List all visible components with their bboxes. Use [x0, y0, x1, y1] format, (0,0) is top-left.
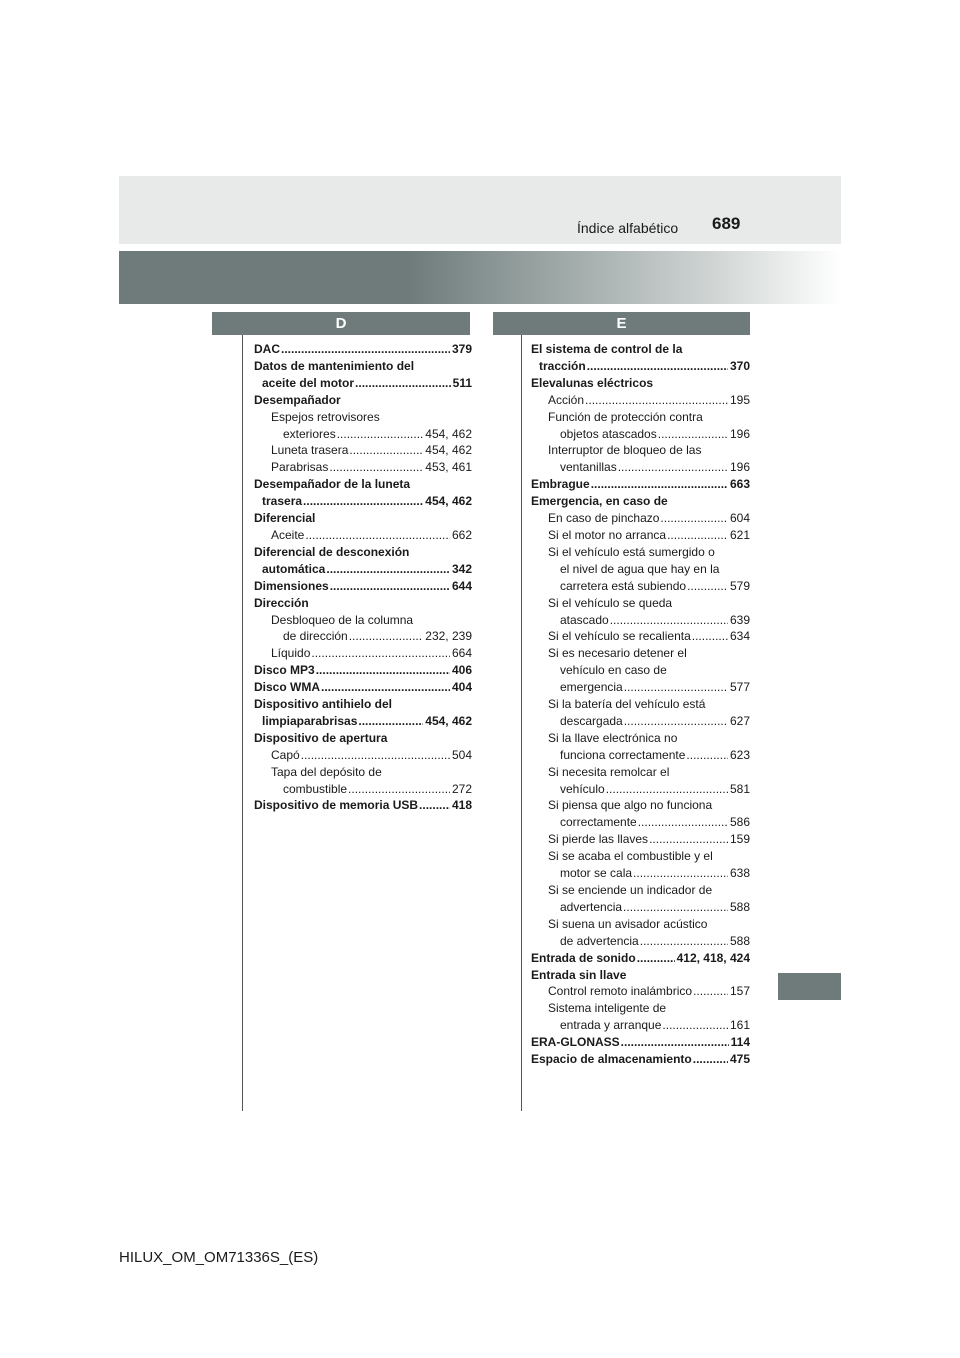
index-term: emergencia — [560, 680, 623, 695]
index-term: Tapa del depósito de — [271, 764, 382, 779]
section-title: Índice alfabético — [577, 220, 679, 236]
index-term: trasera — [262, 494, 303, 509]
index-term: Desbloqueo de la columna — [271, 612, 414, 627]
index-entry — [531, 1034, 750, 1051]
index-term: Disco WMA — [254, 680, 320, 695]
index-entry — [254, 662, 472, 679]
index-entry — [254, 341, 472, 358]
dot-leader — [633, 865, 728, 882]
index-entry — [254, 527, 472, 544]
index-term: Si el motor no arranca — [548, 527, 667, 542]
index-term: Si el vehículo está sumergido o — [548, 544, 715, 559]
dot-leader — [618, 459, 728, 476]
index-entry — [254, 375, 472, 392]
index-entry — [531, 679, 750, 696]
index-entry — [254, 747, 472, 764]
index-term: carretera está subiendo — [560, 578, 687, 593]
dot-leader — [660, 510, 728, 527]
index-term: Si es necesario detener el — [548, 646, 687, 661]
index-term: Espacio de almacenamiento — [531, 1052, 692, 1067]
index-term: Dirección — [254, 595, 309, 610]
dot-leader — [658, 426, 728, 443]
dot-leader — [326, 561, 450, 578]
index-term: motor se cala — [560, 866, 633, 881]
index-entry — [531, 848, 750, 865]
page-reference[interactable]: 621 — [729, 527, 750, 542]
page-reference[interactable]: 475 — [729, 1052, 750, 1067]
index-term: Si se acaba el combustible y el — [548, 849, 713, 864]
index-term: DAC — [254, 342, 280, 356]
index-entry — [254, 476, 472, 493]
index-term: Disco MP3 — [254, 663, 315, 678]
index-entry — [254, 426, 472, 443]
page-reference[interactable]: 581 — [729, 781, 750, 796]
dot-leader — [687, 578, 728, 595]
index-term: aceite del motor — [262, 375, 355, 390]
page-reference[interactable]: 639 — [729, 612, 750, 627]
page-reference[interactable]: 454, 462 — [425, 713, 472, 728]
index-entry — [254, 578, 472, 595]
index-entry — [531, 442, 750, 459]
index-term: objetos atascados — [560, 426, 657, 441]
dot-leader — [693, 983, 728, 1000]
dot-leader — [610, 612, 728, 629]
index-entry — [531, 628, 750, 645]
index-entry — [531, 933, 750, 950]
index-entry — [531, 341, 750, 358]
index-entry — [531, 882, 750, 899]
thumb-index-tab — [778, 973, 841, 1000]
index-entry — [531, 696, 750, 713]
page-reference[interactable]: 604 — [729, 511, 750, 526]
page-reference[interactable]: 379 — [451, 342, 472, 356]
page-reference[interactable]: 404 — [451, 680, 472, 695]
dot-leader — [662, 1017, 728, 1034]
index-term: tracción — [539, 358, 586, 373]
index-term: Si la batería del vehículo está — [548, 697, 706, 712]
index-term: entrada y arranque — [560, 1018, 662, 1033]
index-entry — [254, 781, 472, 798]
index-term: descargada — [560, 713, 623, 728]
index-entry — [531, 814, 750, 831]
index-term: Dispositivo antihielo del — [254, 697, 393, 712]
page-reference[interactable]: 114 — [730, 1035, 750, 1050]
dot-leader — [591, 476, 728, 493]
index-entry — [531, 595, 750, 612]
gradient-banner — [119, 251, 841, 304]
index-term: Función de protección contra — [548, 409, 703, 424]
index-term: Si pierde las llaves — [548, 832, 649, 847]
index-term: Si piensa que algo no funciona — [548, 798, 713, 813]
dot-leader — [281, 341, 450, 358]
index-term: Espejos retrovisores — [271, 409, 380, 424]
page-reference[interactable]: 577 — [729, 680, 750, 695]
page-reference[interactable]: 454, 462 — [425, 426, 472, 441]
index-term: limpiaparabrisas — [262, 713, 358, 728]
page-reference[interactable]: 161 — [729, 1018, 750, 1033]
index-term: Capó — [271, 747, 300, 762]
index-entry — [531, 950, 750, 967]
page-reference[interactable]: 627 — [729, 713, 750, 728]
index-entry — [531, 1000, 750, 1017]
column-divider-e — [521, 335, 522, 1111]
page-reference[interactable]: 418 — [451, 798, 472, 813]
dot-leader — [587, 358, 728, 375]
page-number: 689 — [712, 214, 741, 233]
index-term: Si necesita remolcar el — [548, 764, 670, 779]
dot-leader — [330, 578, 450, 595]
index-entry — [531, 375, 750, 392]
dot-leader — [693, 1051, 728, 1068]
page-reference[interactable]: 195 — [729, 392, 750, 407]
page-reference[interactable]: 588 — [729, 899, 750, 914]
dot-leader — [585, 392, 728, 409]
index-entry — [531, 358, 750, 375]
page-reference[interactable]: 232, 239 — [425, 629, 472, 644]
dot-leader — [686, 747, 728, 764]
index-term: atascado — [560, 612, 609, 627]
dot-leader — [349, 628, 424, 645]
index-term: Datos de mantenimiento del — [254, 358, 415, 373]
page-reference[interactable]: 664 — [451, 646, 472, 661]
index-entry — [531, 476, 750, 493]
index-term: Diferencial — [254, 511, 316, 526]
column-divider-d — [242, 335, 243, 1111]
page-reference[interactable]: 662 — [451, 527, 472, 542]
index-term: ERA-GLONASS — [531, 1035, 620, 1050]
index-entry — [531, 713, 750, 730]
dot-leader — [358, 713, 423, 730]
index-term: Dispositivo de memoria USB — [254, 798, 419, 813]
index-term: Desempañador de la luneta — [254, 477, 411, 492]
index-term: Parabrisas — [271, 460, 329, 475]
index-entry — [254, 561, 472, 578]
index-term: funciona correctamente — [560, 747, 686, 762]
index-term: vehículo — [560, 781, 605, 796]
index-term: Desempañador — [254, 392, 341, 407]
index-entry — [254, 544, 472, 561]
index-entry — [531, 916, 750, 933]
dot-leader — [348, 781, 450, 798]
index-term: El sistema de control de la — [531, 342, 683, 356]
index-entry — [254, 392, 472, 409]
page-reference[interactable]: 586 — [729, 815, 750, 830]
dot-leader — [624, 679, 728, 696]
dot-leader — [637, 950, 675, 967]
index-term: Elevalunas eléctricos — [531, 375, 654, 390]
index-term: Sistema inteligente de — [548, 1001, 667, 1016]
dot-leader — [667, 527, 728, 544]
page-reference[interactable]: 342 — [451, 561, 472, 576]
dot-leader — [419, 797, 450, 814]
index-term: Diferencial de desconexión — [254, 544, 410, 559]
dot-leader — [337, 426, 424, 443]
dot-leader — [303, 493, 423, 510]
index-term: Emergencia, en caso de — [531, 494, 668, 509]
dot-leader — [301, 747, 450, 764]
index-term: el nivel de agua que hay en la — [560, 561, 720, 576]
index-entry — [531, 1051, 750, 1068]
dot-leader — [316, 662, 450, 679]
index-term: Dispositivo de apertura — [254, 730, 388, 745]
index-entry — [531, 730, 750, 747]
index-entry — [531, 493, 750, 510]
index-entry — [254, 612, 472, 629]
index-entry — [531, 865, 750, 882]
index-column-d — [254, 341, 472, 814]
letter-tab-e: E — [493, 312, 750, 335]
index-entry — [531, 1017, 750, 1034]
dot-leader — [623, 899, 728, 916]
index-term: exteriores — [283, 426, 336, 441]
page-reference[interactable]: 588 — [729, 933, 750, 948]
index-term: Si la llave electrónica no — [548, 730, 678, 745]
index-entry — [531, 967, 750, 984]
page-reference[interactable]: 272 — [451, 781, 472, 796]
dot-leader — [606, 781, 728, 798]
index-entry — [531, 612, 750, 629]
index-entry — [531, 459, 750, 476]
page-reference[interactable]: 638 — [729, 866, 750, 881]
index-term: automática — [262, 561, 326, 576]
index-term: combustible — [283, 781, 348, 796]
index-entry — [254, 442, 472, 459]
index-entry — [531, 797, 750, 814]
page-reference[interactable]: 663 — [729, 477, 750, 492]
index-term: Luneta trasera — [271, 443, 349, 458]
index-entry — [254, 510, 472, 527]
page-reference[interactable]: 623 — [729, 747, 750, 762]
index-term: correctamente — [560, 815, 637, 830]
dot-leader — [329, 459, 423, 476]
index-entry — [254, 493, 472, 510]
index-term: Si suena un avisador acústico — [548, 916, 708, 931]
index-term: Entrada de sonido — [531, 950, 636, 965]
page-reference[interactable]: 454, 462 — [425, 443, 472, 458]
document-code: HILUX_OM_OM71336S_(ES) — [119, 1249, 319, 1266]
index-entry — [254, 679, 472, 696]
dot-leader — [349, 442, 423, 459]
index-term: de dirección — [283, 629, 348, 644]
page-reference[interactable]: 412, 418, 424 — [676, 950, 750, 965]
index-term: Líquido — [271, 646, 311, 661]
page-reference[interactable]: 453, 461 — [425, 460, 472, 475]
page-reference[interactable]: 579 — [729, 578, 750, 593]
dot-leader — [311, 645, 450, 662]
index-entry — [531, 426, 750, 443]
page-reference[interactable]: 454, 462 — [425, 494, 472, 509]
index-entry — [531, 544, 750, 561]
dot-leader — [649, 831, 728, 848]
index-term: advertencia — [560, 899, 623, 914]
dot-leader — [624, 713, 728, 730]
index-entry — [531, 781, 750, 798]
page-reference[interactable]: 370 — [729, 358, 750, 373]
dot-leader — [621, 1034, 729, 1051]
index-entry — [531, 899, 750, 916]
index-entry — [531, 527, 750, 544]
page-reference[interactable]: 196 — [729, 426, 750, 441]
page-reference[interactable]: 159 — [729, 832, 750, 847]
dot-leader — [321, 679, 450, 696]
page-reference[interactable]: 406 — [451, 663, 472, 678]
index-entry — [254, 696, 472, 713]
page-reference[interactable]: 634 — [729, 629, 750, 644]
letter-tab-d: D — [212, 312, 470, 335]
index-entry — [531, 983, 750, 1000]
index-entry — [254, 358, 472, 375]
index-entry — [531, 645, 750, 662]
index-entry — [254, 459, 472, 476]
index-column-e — [531, 341, 750, 1068]
page-reference[interactable]: 511 — [452, 375, 472, 390]
index-entry — [531, 392, 750, 409]
index-entry — [531, 831, 750, 848]
index-entry — [254, 645, 472, 662]
index-term: Aceite — [271, 527, 305, 542]
dot-leader — [355, 375, 451, 392]
dot-leader — [692, 628, 728, 645]
index-entry — [531, 510, 750, 527]
index-entry — [254, 713, 472, 730]
index-term: En caso de pinchazo — [548, 511, 660, 526]
page-reference[interactable]: 157 — [729, 984, 750, 999]
index-term: Entrada sin llave — [531, 967, 627, 982]
index-term: vehículo en caso de — [560, 663, 667, 678]
index-entry — [254, 797, 472, 814]
index-entry — [531, 764, 750, 781]
index-term: Dimensiones — [254, 578, 329, 593]
index-term: Interruptor de bloqueo de las — [548, 443, 702, 458]
index-term: Control remoto inalámbrico — [548, 984, 693, 999]
index-entry — [254, 409, 472, 426]
index-term: de advertencia — [560, 933, 639, 948]
index-entry — [531, 409, 750, 426]
index-entry — [531, 561, 750, 578]
index-term: Si el vehículo se recalienta — [548, 629, 691, 644]
index-entry — [254, 595, 472, 612]
index-term: Si se enciende un indicador de — [548, 883, 713, 897]
index-entry — [254, 730, 472, 747]
page-reference[interactable]: 504 — [451, 747, 472, 762]
index-entry — [531, 747, 750, 764]
index-entry — [531, 662, 750, 679]
dot-leader — [640, 933, 728, 950]
index-entry — [254, 628, 472, 645]
dot-leader — [305, 527, 450, 544]
index-entry — [531, 578, 750, 595]
index-term: ventanillas — [560, 460, 617, 475]
index-entry — [254, 764, 472, 781]
index-term: Acción — [548, 392, 585, 407]
page-reference[interactable]: 196 — [729, 460, 750, 475]
dot-leader — [638, 814, 728, 831]
index-term: Si el vehículo se queda — [548, 595, 673, 610]
page-reference[interactable]: 644 — [451, 578, 472, 593]
index-term: Embrague — [531, 477, 590, 492]
